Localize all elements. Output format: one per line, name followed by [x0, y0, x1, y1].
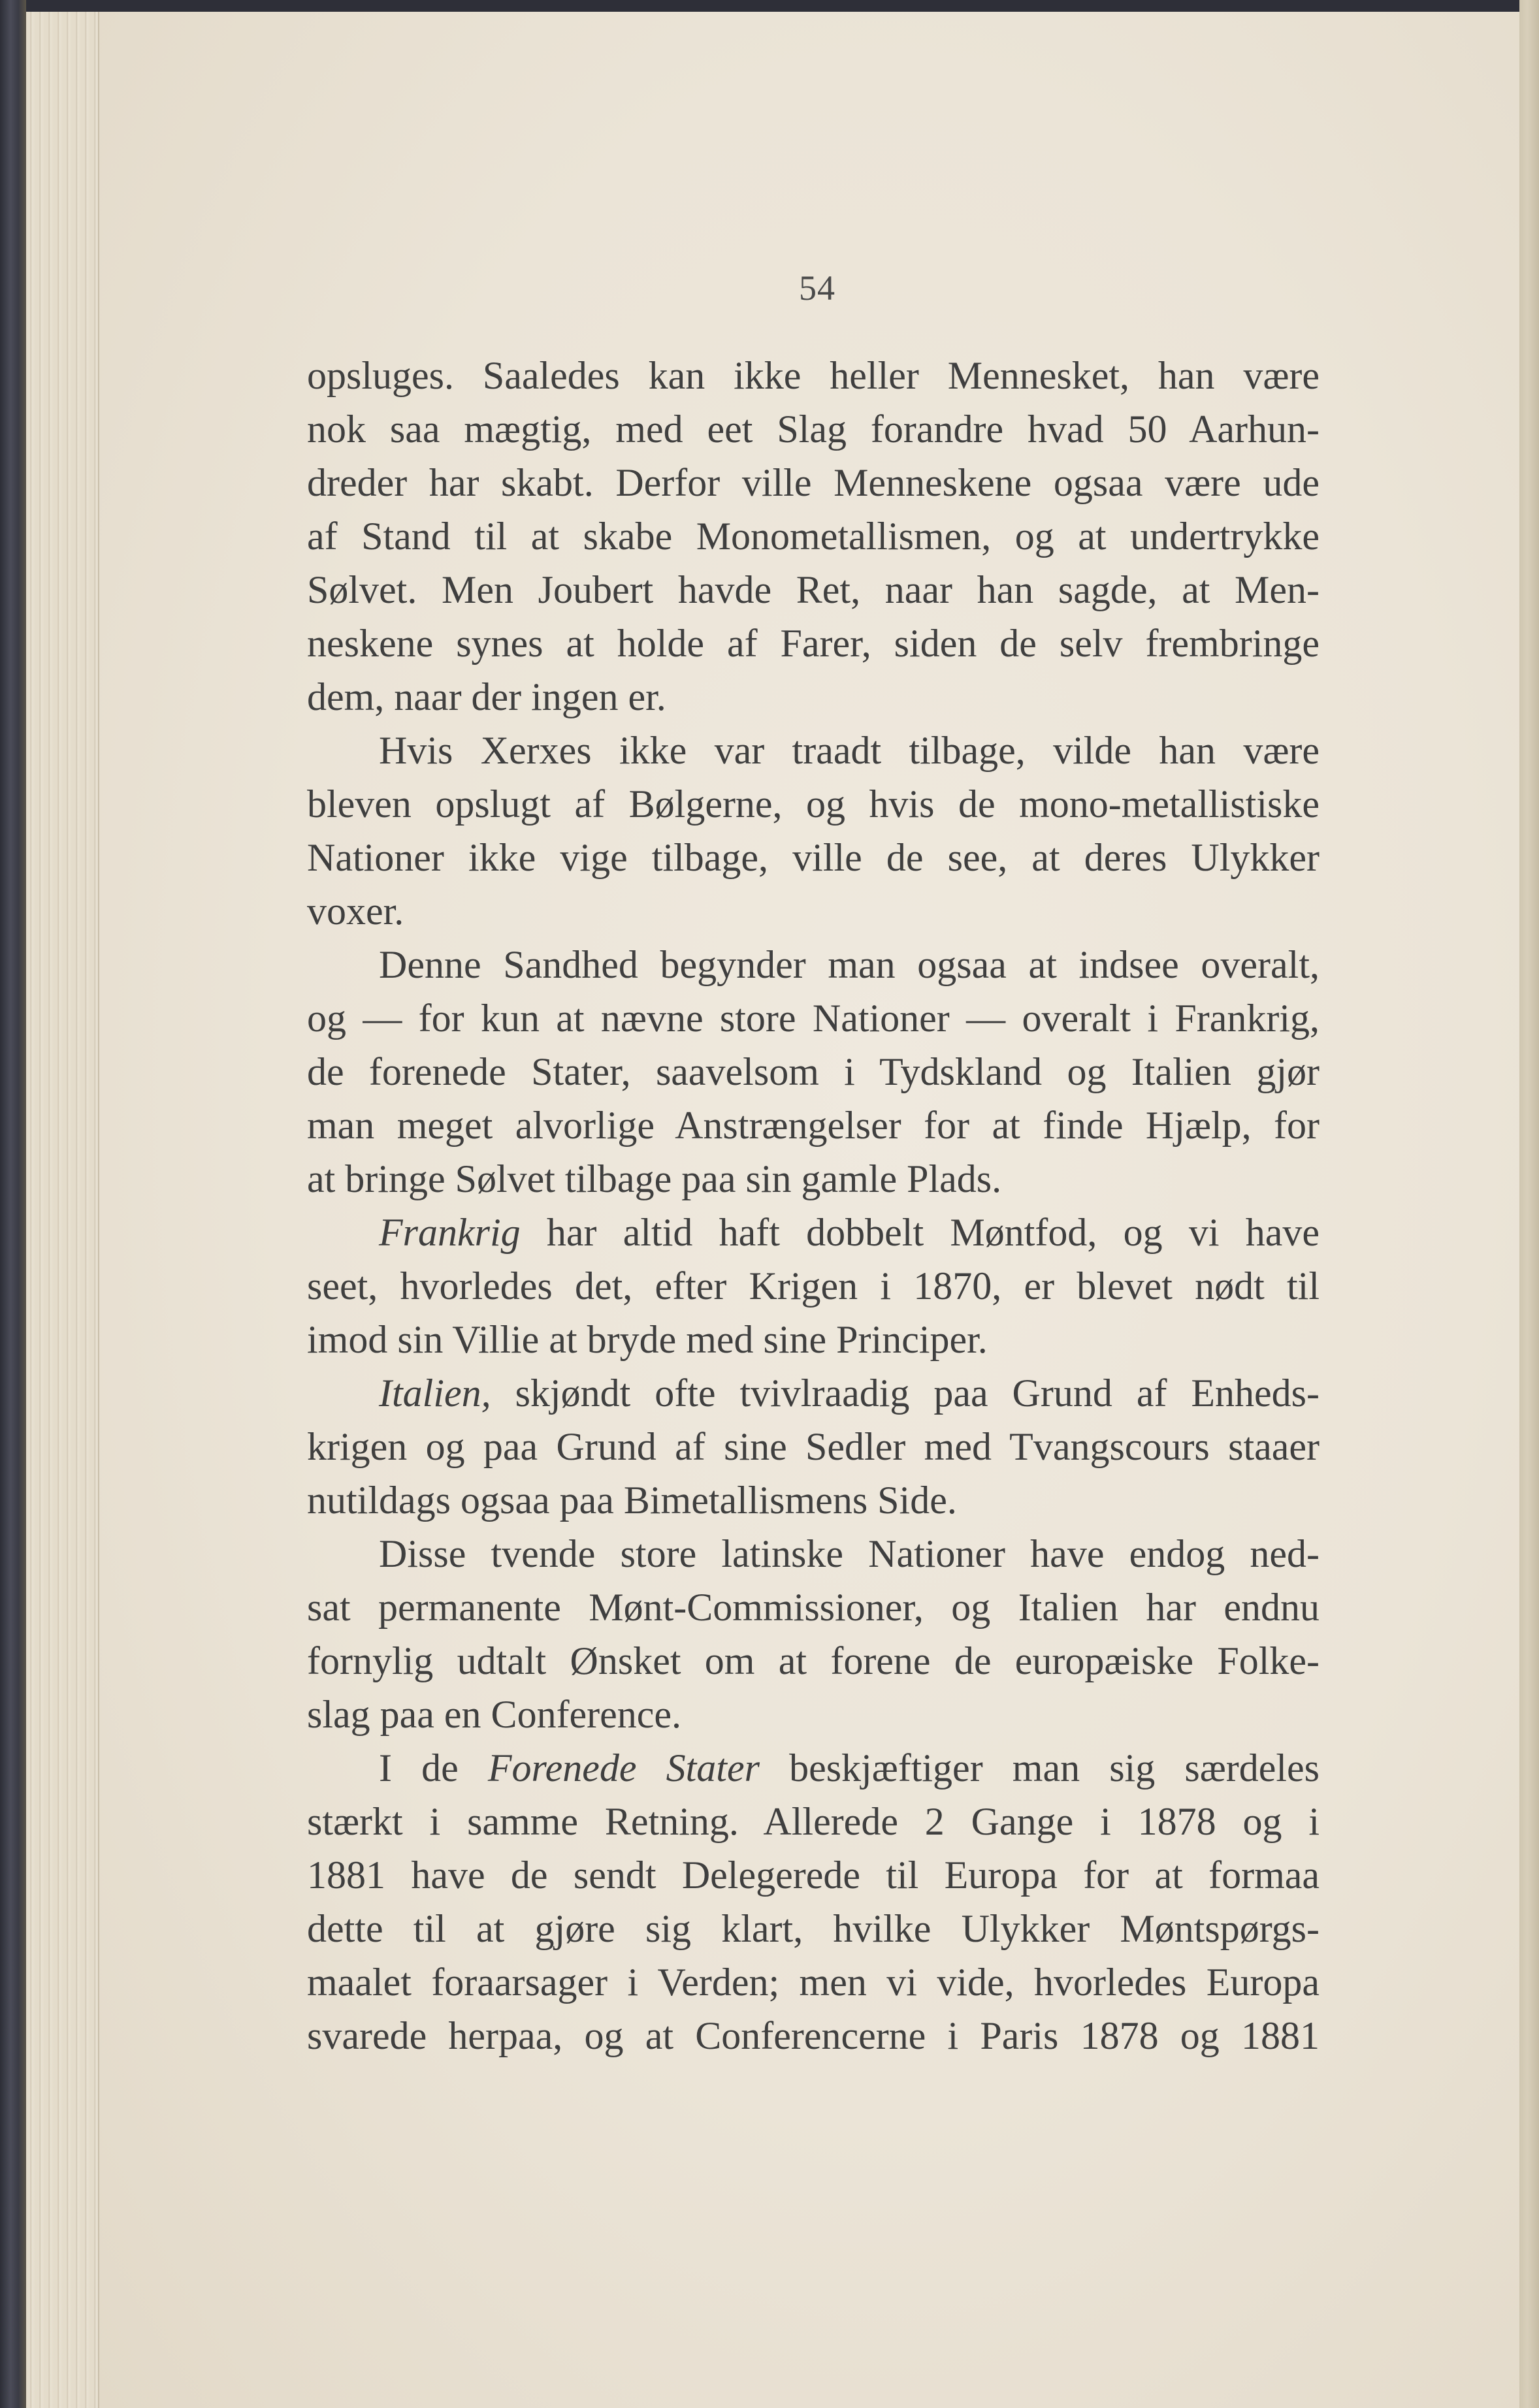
text-line: nok saa mægtig, med eet Slag forandre hvad 50 Aarhun-: [307, 408, 1320, 451]
text-line: slag paa en Conference.: [307, 1693, 682, 1736]
text-line: Denne Sandhed begynder man ogsaa at indsee overalt,: [379, 943, 1320, 986]
text-line: [307, 1366, 1320, 1420]
text-line: dette til at gjøre sig klart, hvilke Ulykker Møntspørgs-: [307, 1907, 1320, 1950]
text-line: bleven opslugt af Bølgerne, og hvis de mono-metallistiske: [307, 782, 1320, 826]
paragraph-3: [307, 938, 1320, 1206]
text-line: dreder har skabt. Derfor ville Menneskene ogsaa være ude: [307, 461, 1320, 504]
text-line: svarede herpaa, og at Conferencerne i Paris 1878 og 1881: [307, 2014, 1320, 2057]
text-line: at bringe Sølvet tilbage paa sin gamle Plads.: [307, 1157, 1002, 1200]
text-line: 1881 have de sendt Delegerede til Europa for at formaa: [307, 1854, 1320, 1897]
line-lead: I de: [379, 1746, 488, 1790]
text-line: af Stand til at skabe Monometallismen, og at undertrykke: [307, 515, 1320, 558]
line-rest: beskjæftiger man sig særdeles: [759, 1746, 1320, 1790]
text-line: imod sin Villie at bryde med sine Principer.: [307, 1318, 988, 1361]
text-line: man meget alvorlige Anstrængelser for at finde Hjælp, for: [307, 1104, 1320, 1147]
book-binding-left: [0, 0, 26, 2408]
italic-term: Italien,: [379, 1372, 491, 1415]
text-line: voxer.: [307, 890, 404, 933]
text-line: neskene synes at holde af Farer, siden de selv frembringe: [307, 622, 1320, 665]
line-rest: har altid haft dobbelt Møntfod, og vi have: [520, 1211, 1320, 1254]
book-binding-top: [0, 0, 1539, 12]
paragraph-5: [307, 1366, 1320, 1527]
body-text: [307, 349, 1320, 2063]
italic-term: Frankrig: [379, 1211, 521, 1254]
page-number: 54: [799, 268, 835, 308]
text-line: krigen og paa Grund af sine Sedler med Tvangscours staaer: [307, 1425, 1320, 1468]
text-line: nutildags ogsaa paa Bimetallismens Side.: [307, 1479, 957, 1522]
text-line: Sølvet. Men Joubert havde Ret, naar han sagde, at Men-: [307, 568, 1320, 611]
text-line: sat permanente Mønt-Commissioner, og Italien har endnu: [307, 1586, 1320, 1629]
text-line: dem, naar der ingen er.: [307, 675, 666, 718]
line-rest: skjøndt ofte tvivlraadig paa Grund af Enheds-: [491, 1372, 1320, 1415]
text-line: opsluges. Saaledes kan ikke heller Mennesket, han være: [307, 354, 1320, 397]
paragraph-6: [307, 1527, 1320, 1741]
text-line: seet, hvorledes det, efter Krigen i 1870, er blevet nødt til: [307, 1264, 1320, 1308]
text-line: stærkt i samme Retning. Allerede 2 Gange i 1878 og i: [307, 1800, 1320, 1843]
text-line: [307, 1206, 1320, 1259]
paragraph-2: [307, 724, 1320, 938]
paragraph-7: [307, 1741, 1320, 2063]
text-line: de forenede Stater, saavelsom i Tydskland og Italien gjør: [307, 1050, 1320, 1093]
text-line: Nationer ikke vige tilbage, ville de see, at deres Ulykker: [307, 836, 1320, 879]
text-line: Disse tvende store latinske Nationer have endog ned-: [379, 1532, 1320, 1575]
italic-term: Forenede Stater: [487, 1746, 760, 1790]
text-line: fornylig udtalt Ønsket om at forene de europæiske Folke-: [307, 1639, 1320, 1682]
page-edges: [26, 12, 99, 2408]
paragraph-1: [307, 349, 1320, 724]
paragraph-4: [307, 1206, 1320, 1366]
text-line: maalet foraarsager i Verden; men vi vide, hvorledes Europa: [307, 1961, 1320, 2004]
text-line: Hvis Xerxes ikke var traadt tilbage, vilde han være: [379, 729, 1320, 772]
book-edge-right: [1519, 0, 1539, 2408]
text-line: [307, 1741, 1320, 1795]
text-line: og — for kun at nævne store Nationer — overalt i Frankrig,: [307, 997, 1320, 1040]
